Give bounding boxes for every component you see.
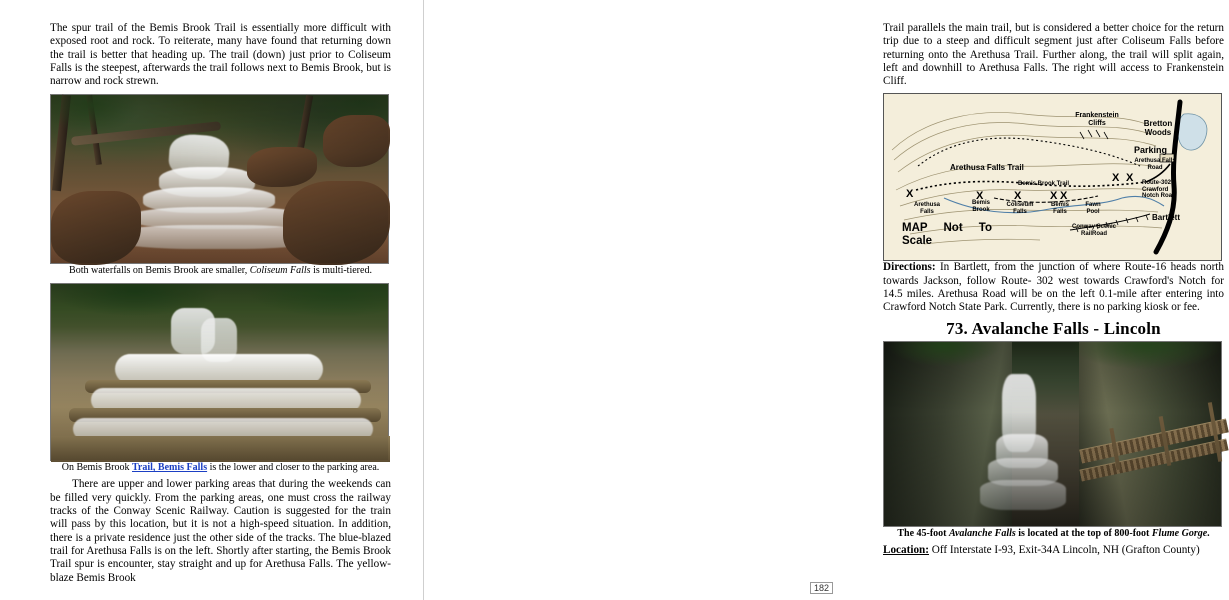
map-label-coliseum-falls: Coliseum Falls — [1006, 202, 1034, 215]
map-marker-x: X — [1126, 172, 1134, 185]
avalanche-falls-photo — [883, 341, 1222, 527]
caption-text-mid: is located at the top of 800-foot — [1015, 527, 1152, 539]
caption-text-pre: Both waterfalls on Bemis Brook are smaller, — [69, 265, 250, 277]
photo-vignette — [51, 95, 388, 263]
map-label-arethusa-falls: Arethusa Falls — [913, 202, 940, 215]
map-marker-x: X — [1014, 190, 1022, 203]
caption-text-post: is the lower and closer to the parking area. — [207, 462, 380, 474]
caption-text-italic-1: Avalanche Falls — [949, 527, 1016, 539]
map-marker-x: X — [906, 188, 914, 201]
caption-link[interactable]: Trail, Bemis Falls — [132, 462, 208, 474]
figure-3-caption — [883, 528, 1224, 540]
photo-vignette — [51, 284, 388, 460]
left-paragraph-1: The spur trail of the Bemis Brook Trail is essentially more difficult with exposed root and rock. To reiterate, many have found that returning down the trail is better that heading up. The trail (down) just prior to Coliseum Falls is the steepest, afterwards the trail follows next to Bemis Brook, but is narrow and rock strewn. — [50, 22, 391, 88]
map-label-frankenstein-cliffs: Frankenstein Cliffs — [1075, 112, 1119, 127]
location-text: Off Interstate I-93, Exit-34A Lincoln, NH (Grafton County) — [929, 543, 1200, 556]
map-label-bretton-woods: Bretton Woods — [1143, 119, 1173, 137]
bemis-falls-photo — [50, 283, 389, 461]
right-page — [424, 0, 1224, 600]
map-label-parking: Parking — [1134, 145, 1168, 156]
map-marker-x: X — [1112, 172, 1120, 185]
map-label-bemis-brook-trail: Bemis Brook Trail — [1018, 181, 1070, 188]
caption-text-italic-2: Flume Gorge — [1151, 527, 1208, 539]
arethusa-falls-area-map — [883, 93, 1222, 261]
caption-text-post: . — [1207, 527, 1210, 539]
caption-text-post: is multi-tiered. — [310, 265, 372, 277]
map-label-route-302: Route-302 Crawford Notch Road — [1142, 180, 1176, 200]
location-label: Location: — [883, 543, 929, 556]
bemis-brook-upper-falls-photo — [50, 94, 389, 264]
map-label-bemis-falls: Bemis Falls — [1050, 202, 1069, 215]
section-heading: 73. Avalanche Falls - Lincoln — [946, 318, 1161, 338]
map-label-arethusa-falls-road: Arethusa Falls Road — [1134, 158, 1176, 171]
map-marker-x: X — [1060, 190, 1068, 203]
location-block — [883, 544, 1224, 557]
left-paragraph-2: There are upper and lower parking areas that during the weekends can be filled very quickly. From the parking areas, one must cross the railway tracks of the Conway Scenic Railway. Caution is suggested for the train will pass by this location, but it is not a high-speed situation. In addition, there is a private residence just the other side of the tracks. The blue-blazed trail for Arethusa Falls is on the left. Shortly after starting, the Bemis Brook Trail spur is encounter, stay straight and up for Arethusa Falls. The yellow-blaze Bemis Brook — [50, 478, 391, 584]
left-page-content — [50, 22, 391, 585]
caption-text-pre: The 45-foot — [897, 527, 950, 539]
map-label-bemis-brook: Bemis Brook — [971, 200, 990, 213]
caption-text-italic: Coliseum Falls — [249, 265, 311, 277]
map-label-bartlett: Bartlett — [1152, 213, 1181, 223]
map-marker-x: X — [976, 190, 984, 203]
caption-text-pre: On Bemis Brook — [61, 462, 132, 474]
directions-block — [883, 261, 1224, 314]
map-scale-note: MAP Not To Scale — [902, 222, 992, 248]
right-page-content — [883, 22, 1224, 557]
map-label-fawn-pool: Fawn Pool — [1085, 202, 1101, 215]
figure-1-caption — [50, 265, 391, 277]
directions-label: Directions: — [883, 261, 936, 274]
right-paragraph-1: Trail parallels the main trail, but is considered a better choice for the return trip due to a steep and difficult segment just after Coliseum Falls before returning onto the Arethusa Trail. Further along, the trail will split again, left and downhill to Arethusa Falls. The right will access to Frankenstein Cliff. — [883, 22, 1224, 88]
map-marker-x: X — [1050, 190, 1058, 203]
left-page — [0, 0, 423, 600]
figure-2-caption — [50, 462, 391, 474]
map-label-conway-scenic-railroad: Conway Scenic RailRoad — [1071, 224, 1116, 237]
directions-text: In Bartlett, from the junction of where Route-16 heads north towards Jackson, follow Route- 302 west towards Crawford's Notch for 14.5 miles. Arethusa Road will be on the left 0.1-mile after entering into Crawford Notch State Park. Currently, there is no parking kiosk or fee. — [883, 261, 1224, 314]
photo-vignette — [884, 342, 1221, 526]
map-label-arethusa-falls-trail: Arethusa Falls Trail — [950, 163, 1024, 173]
page-number: 182 — [810, 582, 833, 594]
